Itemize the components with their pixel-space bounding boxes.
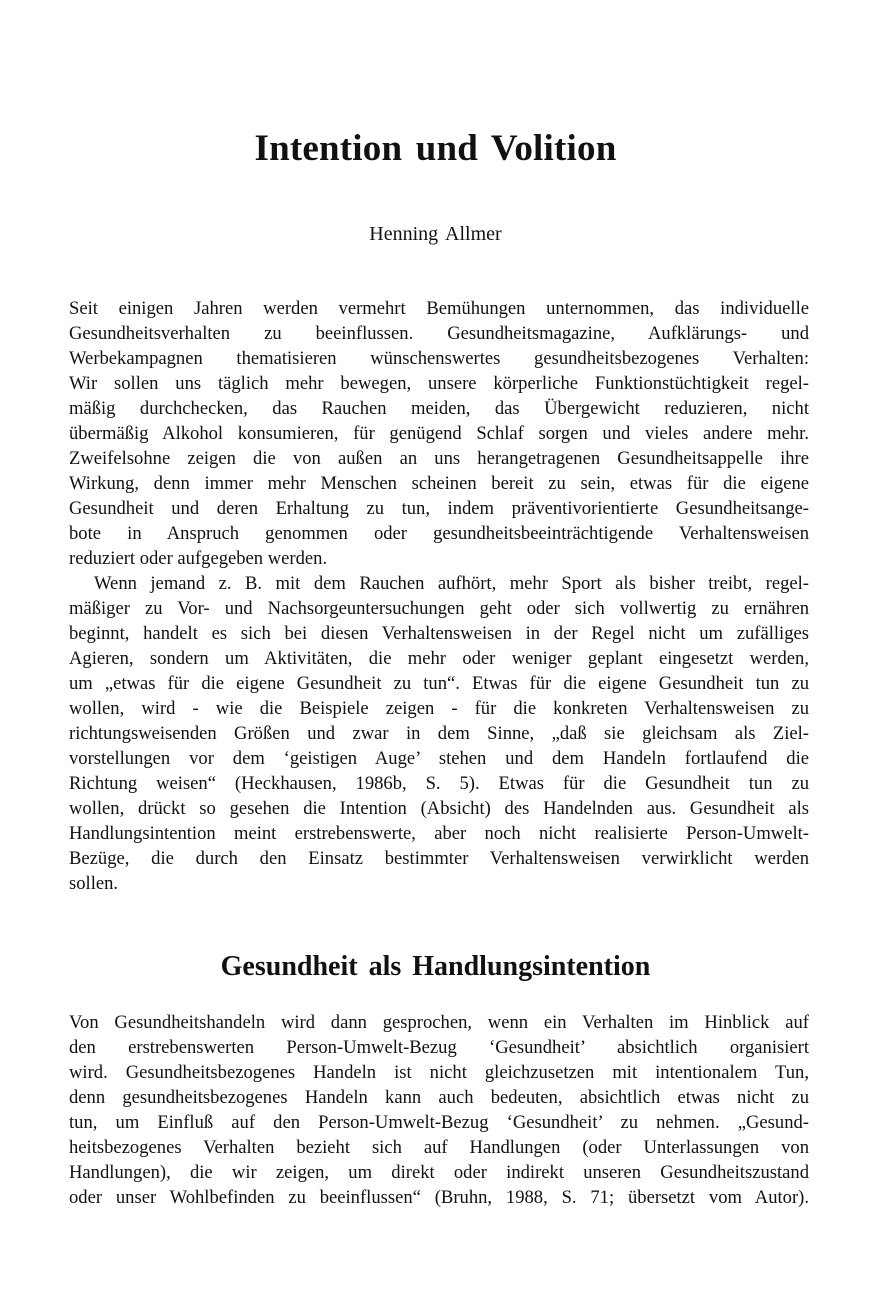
text-line: oder unser Wohlbefinden zu beeinflussen“ (Bruhn, 1988, S. 71; übersetzt vom Autor). <box>69 1187 809 1208</box>
intro-paragraph-2 <box>69 571 809 896</box>
text-line: reduziert oder aufgegeben werden. <box>69 548 328 569</box>
page-title: Intention und Volition <box>254 128 617 169</box>
text-line: vorstellungen vor dem ‘geistigen Auge’ stehen und dem Handeln fortlaufend die <box>69 748 809 769</box>
text-line: sollen. <box>69 873 119 894</box>
text-line: Gesundheit und deren Erhaltung zu tun, indem präventivorientierte Gesundheitsange- <box>69 498 809 519</box>
text-line: Wir sollen uns täglich mehr bewegen, unsere körperliche Funktionstüchtigkeit regel- <box>69 373 809 394</box>
text-line: Bezüge, die durch den Einsatz bestimmter Verhaltensweisen verwirklicht werden <box>69 848 809 869</box>
text-line: Von Gesundheitshandeln wird dann gesprochen, wenn ein Verhalten im Hinblick auf <box>69 1012 809 1033</box>
text-line: mäßiger zu Vor- und Nachsorgeuntersuchungen geht oder sich vollwertig zu ernähren <box>69 598 809 619</box>
text-line: Gesundheitsverhalten zu beeinflussen. Gesundheitsmagazine, Aufklärungs- und <box>69 323 809 344</box>
text-line: wollen, wird - wie die Beispiele zeigen - für die konkreten Verhaltensweisen zu <box>69 698 809 719</box>
text-line: Werbekampagnen thematisieren wünschenswertes gesundheitsbezogenes Verhalten: <box>69 348 809 369</box>
text-line: wird. Gesundheitsbezogenes Handeln ist nicht gleichzusetzen mit intentionalem Tun, <box>69 1062 809 1083</box>
text-line: übermäßig Alkohol konsumieren, für genügend Schlaf sorgen und vieles andere mehr. <box>69 423 809 444</box>
text-line: Zweifelsohne zeigen die von außen an uns herangetragenen Gesundheitsappelle ihre <box>69 448 809 469</box>
text-line: richtungsweisenden Größen und zwar in dem Sinne, „daß sie gleichsam als Ziel- <box>69 723 809 744</box>
text-line: Wenn jemand z. B. mit dem Rauchen aufhört, mehr Sport als bisher treibt, regel- <box>94 573 809 594</box>
text-line: beginnt, handelt es sich bei diesen Verhaltensweisen in der Regel nicht um zufälliges <box>69 623 809 644</box>
text-line: wollen, drückt so gesehen die Intention (Absicht) des Handelnden aus. Gesundheit als <box>69 798 809 819</box>
text-line: Seit einigen Jahren werden vermehrt Bemühungen unternommen, das individuelle <box>69 298 809 319</box>
text-line: tun, um Einfluß auf den Person-Umwelt-Bezug ‘Gesundheit’ zu nehmen. „Gesund- <box>69 1112 809 1133</box>
section-paragraph-1 <box>69 1010 809 1210</box>
text-line: heitsbezogenes Verhalten bezieht sich auf Handlungen (oder Unterlassungen von <box>69 1137 809 1158</box>
text-line: um „etwas für die eigene Gesundheit zu tun“. Etwas für die eigene Gesundheit tun zu <box>69 673 809 694</box>
text-line: Agieren, sondern um Aktivitäten, die mehr oder weniger geplant eingesetzt werden, <box>69 648 809 669</box>
text-line: Handlungen), die wir zeigen, um direkt oder indirekt unseren Gesundheitszustand <box>69 1162 809 1183</box>
author-name: Henning Allmer <box>369 223 502 245</box>
text-line: mäßig durchchecken, das Rauchen meiden, das Übergewicht reduzieren, nicht <box>69 398 809 419</box>
intro-paragraph-1 <box>69 296 809 571</box>
text-line: Handlungsintention meint erstrebenswerte, aber noch nicht realisierte Person-Umwelt- <box>69 823 809 844</box>
text-line: Wirkung, denn immer mehr Menschen scheinen bereit zu sein, etwas für die eigene <box>69 473 809 494</box>
section-heading: Gesundheit als Handlungsintention <box>220 951 651 982</box>
text-line: bote in Anspruch genommen oder gesundheitsbeeinträchtigende Verhaltensweisen <box>69 523 809 544</box>
text-line: den erstrebenswerten Person-Umwelt-Bezug ‘Gesundheit’ absichtlich organisiert <box>69 1037 809 1058</box>
text-line: Richtung weisen“ (Heckhausen, 1986b, S. 5). Etwas für die Gesundheit tun zu <box>69 773 809 794</box>
text-line: denn gesundheitsbezogenes Handeln kann auch bedeuten, absichtlich etwas nicht zu <box>69 1087 809 1108</box>
